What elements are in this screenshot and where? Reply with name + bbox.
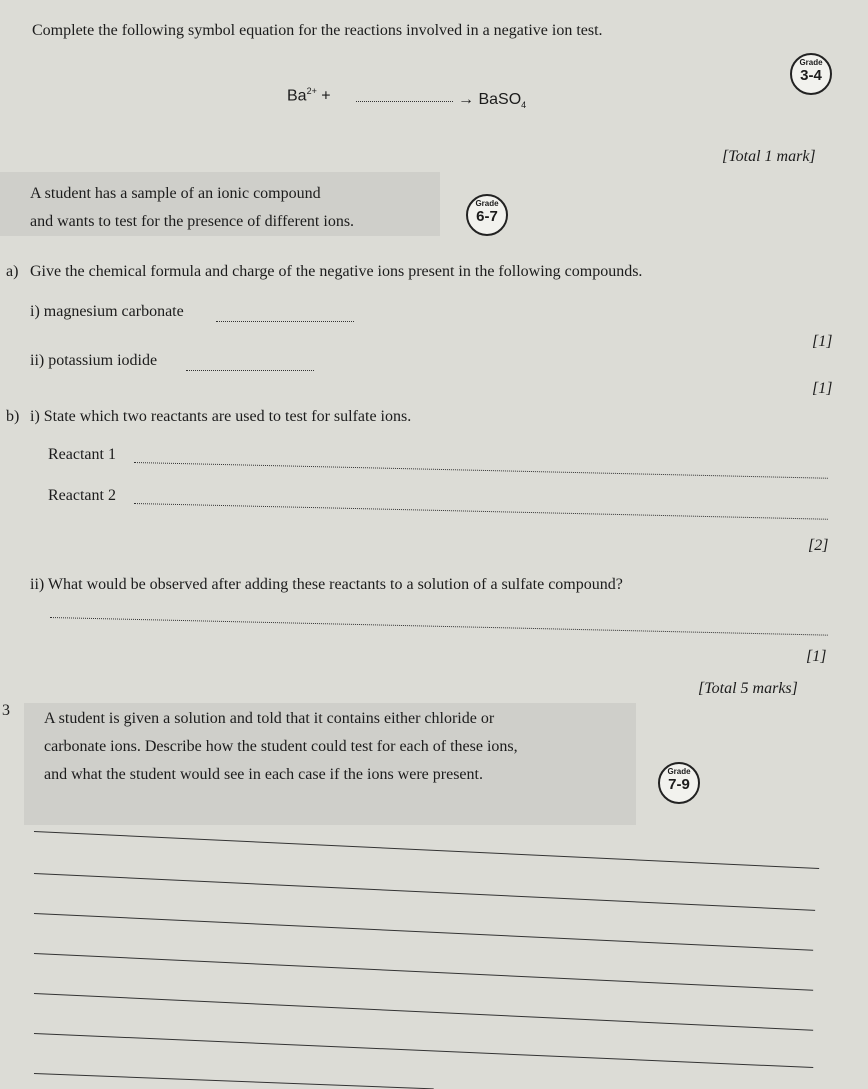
q2-mark4: [1] <box>806 648 827 665</box>
q1-product <box>458 91 526 110</box>
q3-answer-line-4[interactable] <box>34 953 813 991</box>
q1-equation <box>287 86 587 114</box>
q2-a-ii-answer-line[interactable] <box>186 370 314 371</box>
q2-a-text: Give the chemical formula and charge of the negative ions present in the following compounds. <box>30 263 643 280</box>
grade-value: 3-4 <box>800 67 822 84</box>
equation-plus: + <box>321 87 331 105</box>
reactant-1-answer-line[interactable] <box>134 462 828 479</box>
q1-prompt: Complete the following symbol equation for the reactions involved in a negative ion test. <box>32 22 603 39</box>
q3-answer-line-2[interactable] <box>34 873 815 911</box>
equation-charge: 2+ <box>306 86 317 96</box>
q3-number: 3 <box>2 702 10 719</box>
reactant-2-answer-line[interactable] <box>134 503 828 520</box>
q2-b-ii-answer-line[interactable] <box>50 617 828 636</box>
q2-intro-line1: A student has a sample of an ionic compound <box>30 185 321 202</box>
q3-line3: and what the student would see in each case if the ions were present. <box>44 766 483 783</box>
q3-line1: A student is given a solution and told that it contains either chloride or <box>44 710 495 727</box>
q3-answer-line-3[interactable] <box>34 913 813 951</box>
equation-product-sub: 4 <box>521 100 527 111</box>
q2-a-label: a) <box>6 263 19 280</box>
q2-b-i: i) State which two reactants are used to test for sulfate ions. <box>30 408 412 425</box>
q1-total: [Total 1 mark] <box>722 148 816 165</box>
q2-a-i: i) magnesium carbonate <box>30 303 184 320</box>
q2-b-ii: ii) What would be observed after adding these reactants to a solution of a sulfate compound? <box>30 576 623 593</box>
q3-line2: carbonate ions. Describe how the student could test for each of these ions, <box>44 738 518 755</box>
grade-label: Grade <box>475 199 499 208</box>
equation-product: BaSO <box>478 91 522 108</box>
q2-grade-badge <box>466 194 508 236</box>
q2-mark3: [2] <box>808 537 829 554</box>
q2-intro-line2: and wants to test for the presence of different ions. <box>30 213 355 230</box>
q2-b-label: b) <box>6 408 20 425</box>
grade-label: Grade <box>667 767 691 776</box>
grade-label: Grade <box>799 58 823 67</box>
q1-grade-badge <box>790 53 832 95</box>
q3-answer-line-7[interactable] <box>34 1073 434 1089</box>
q2-mark1: [1] <box>812 333 833 350</box>
grade-value: 7-9 <box>668 776 690 793</box>
grade-value: 6-7 <box>476 208 498 225</box>
reactant-1-label: Reactant 1 <box>48 446 116 463</box>
q2-a-ii: ii) potassium iodide <box>30 352 158 369</box>
q2-total: [Total 5 marks] <box>698 680 798 697</box>
equation-arrow: → <box>458 91 474 108</box>
equation-reactant: Ba <box>287 87 307 105</box>
q3-grade-badge <box>658 762 700 804</box>
q2-mark2: [1] <box>812 380 833 397</box>
reactant-2-label: Reactant 2 <box>48 487 116 504</box>
q2-a-i-answer-line[interactable] <box>216 321 354 322</box>
q3-answer-line-6[interactable] <box>34 1033 813 1068</box>
q1-answer-line[interactable] <box>356 101 453 102</box>
q3-answer-line-5[interactable] <box>34 993 813 1031</box>
q3-answer-line-1[interactable] <box>34 831 819 869</box>
